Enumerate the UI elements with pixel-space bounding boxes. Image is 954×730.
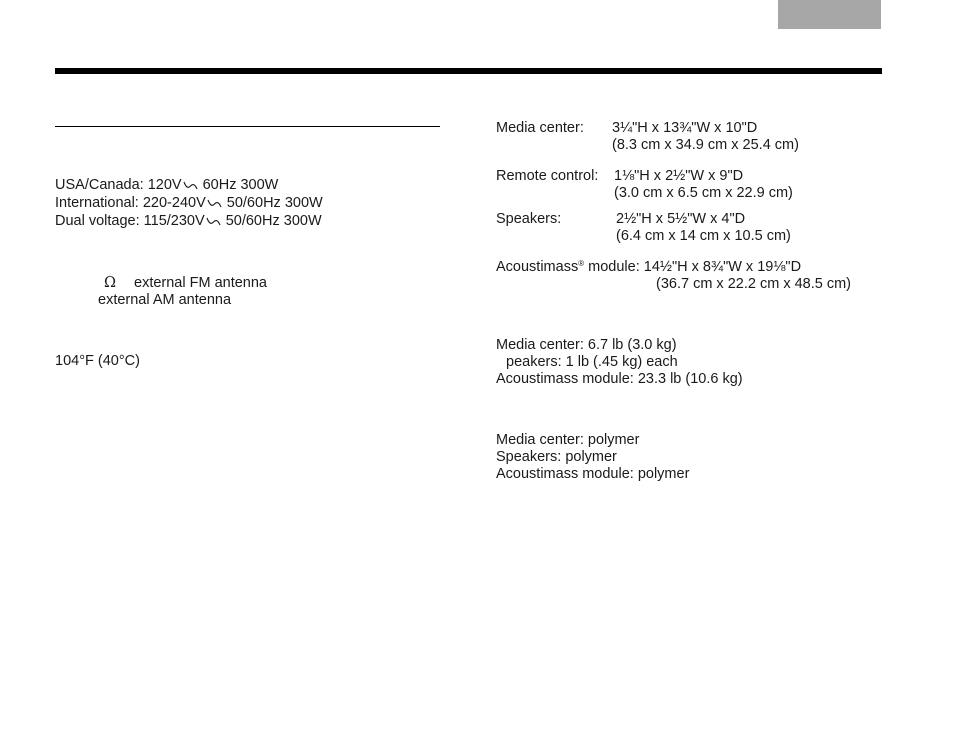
section-rule bbox=[55, 126, 440, 127]
material-speakers: Speakers: polymer bbox=[496, 449, 617, 465]
weight-acoustimass: Acoustimass module: 23.3 lb (10.6 kg) bbox=[496, 371, 743, 387]
dim-remote-cm: (3.0 cm x 6.5 cm x 22.9 cm) bbox=[614, 185, 793, 201]
dim-media-center-in: 3¼"H x 13¾"W x 10"D bbox=[612, 120, 758, 136]
dim-acoustimass-cm: (36.7 cm x 22.2 cm x 48.5 cm) bbox=[656, 276, 852, 292]
dim-speakers-in: 2½"H x 5½"W x 4"D bbox=[616, 211, 746, 227]
ac-wave-icon bbox=[183, 180, 198, 190]
ac-wave-icon bbox=[206, 216, 221, 226]
am-antenna-text: external AM antenna bbox=[98, 292, 232, 308]
power-usa-canada: USA/Canada: 120V 60Hz 300W bbox=[55, 177, 279, 193]
dim-speakers-cm: (6.4 cm x 14 cm x 10.5 cm) bbox=[616, 228, 791, 244]
material-acoustimass: Acoustimass module: polymer bbox=[496, 466, 690, 482]
weight-media-center: Media center: 6.7 lb (3.0 kg) bbox=[496, 337, 677, 353]
dim-media-center-cm: (8.3 cm x 34.9 cm x 25.4 cm) bbox=[612, 137, 799, 153]
material-media-center: Media center: polymer bbox=[496, 432, 640, 448]
dim-remote-label: Remote control: bbox=[496, 168, 599, 184]
ac-wave-icon bbox=[207, 198, 222, 208]
registered-mark: ® bbox=[578, 259, 585, 268]
power-international: International: 220-240V 50/60Hz 300W bbox=[55, 195, 323, 211]
power-dual-voltage: Dual voltage: 115/230V 50/60Hz 300W bbox=[55, 213, 322, 229]
dim-acoustimass-in: 14½"H x 8¾"W x 19⅛"D bbox=[643, 259, 802, 275]
dim-media-center-label: Media center: bbox=[496, 120, 584, 136]
header-rule bbox=[55, 68, 882, 74]
dim-acoustimass-line: Acoustimass® module: 14½"H x 8¾"W x 19⅛"D bbox=[496, 259, 802, 275]
dim-remote-in: 1⅛"H x 2½"W x 9"D bbox=[614, 168, 744, 184]
dim-acoustimass-label: Acoustimass bbox=[496, 259, 579, 275]
weight-speakers: peakers: 1 lb (.45 kg) each bbox=[506, 354, 678, 370]
page-tab-marker bbox=[778, 0, 881, 29]
temperature-text: 104°F (40°C) bbox=[55, 353, 140, 369]
fm-antenna-text: external FM antenna bbox=[134, 275, 267, 291]
dim-speakers-label: Speakers: bbox=[496, 211, 562, 227]
ohm-symbol: Ω bbox=[104, 275, 117, 291]
